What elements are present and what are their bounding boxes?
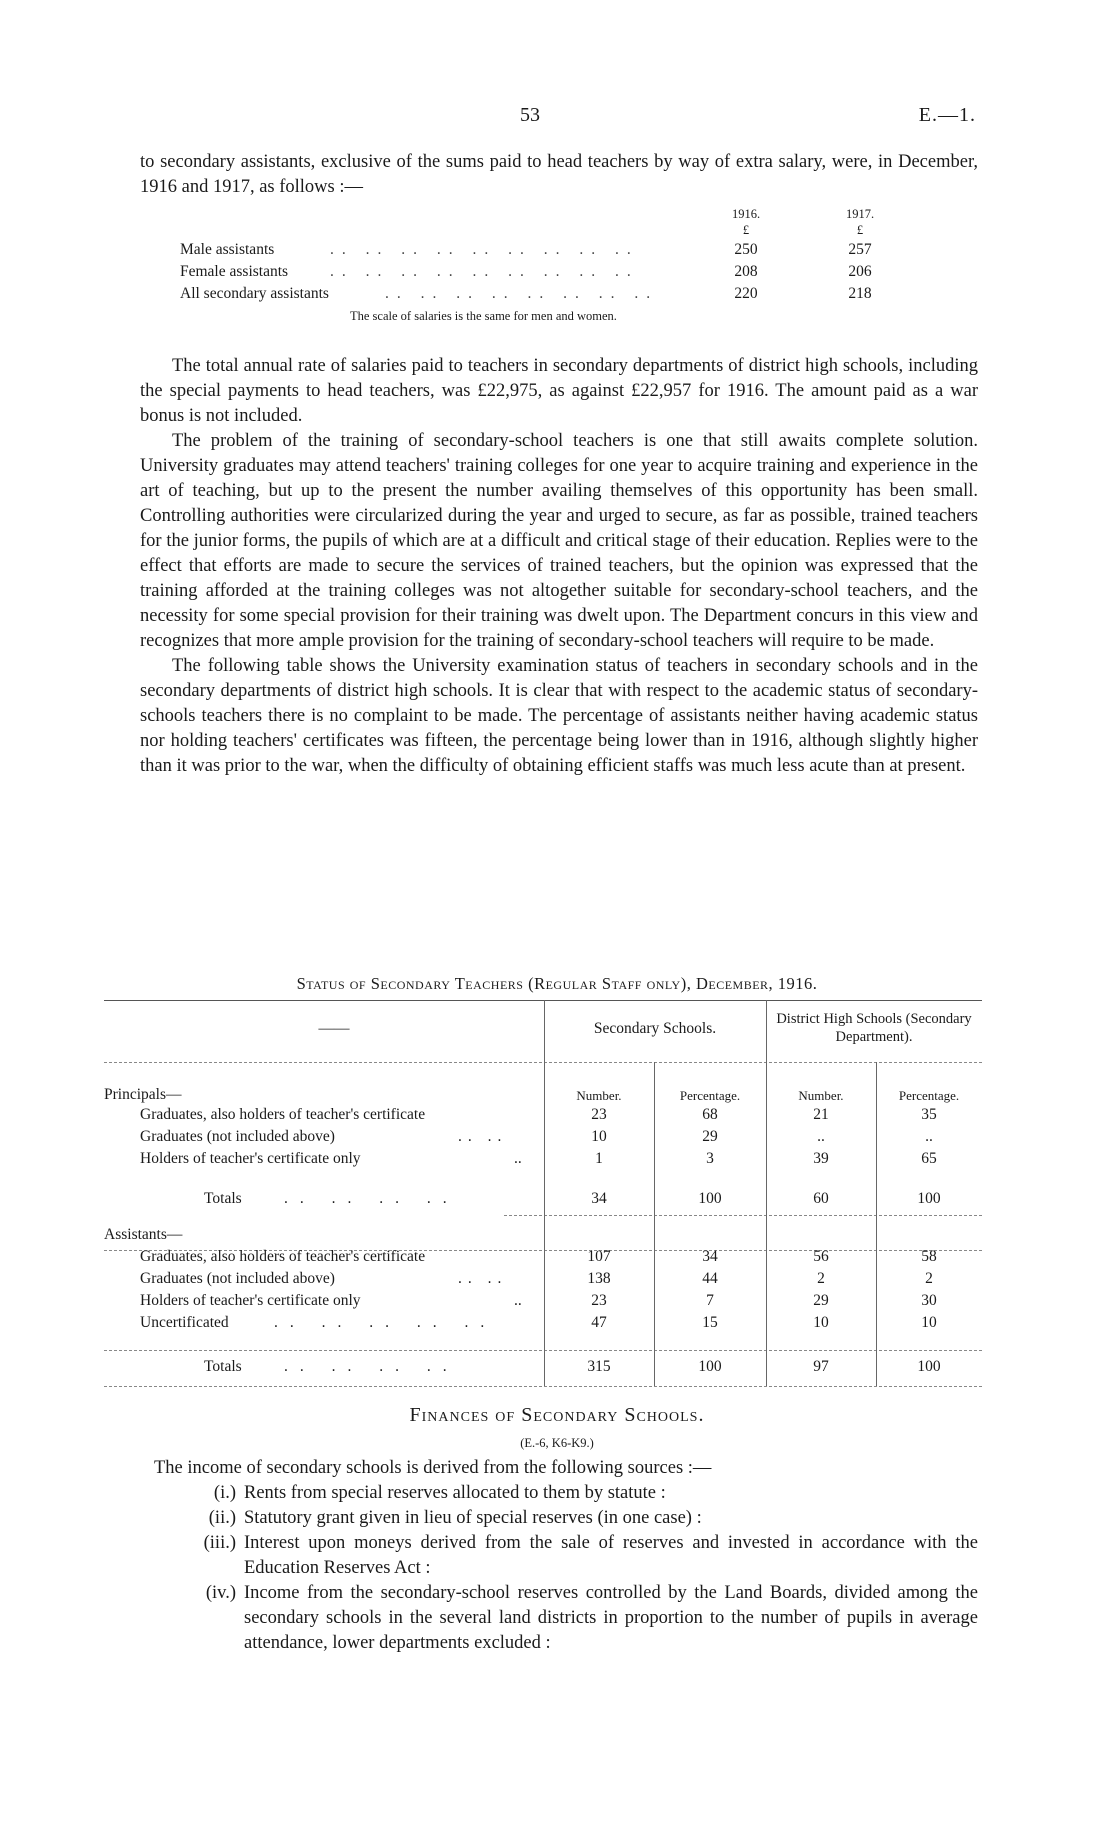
cell-value: 68	[702, 1106, 718, 1123]
sub-header-number: Number.	[798, 1088, 844, 1103]
cell-value: 65	[921, 1150, 937, 1167]
intro-paragraph: to secondary assistants, exclusive of the sums paid to head teachers by way of extra salary, were, in December, 1916 and 1917, as follows :—	[140, 152, 978, 197]
cell-value: 58	[921, 1248, 937, 1265]
list-number: (i.)	[213, 1483, 236, 1503]
cell-value: 10	[921, 1314, 937, 1331]
cell-value: 29	[813, 1292, 829, 1309]
salary-table	[180, 207, 920, 307]
section-heading: Principals—	[104, 1086, 182, 1103]
cell-value: 138	[587, 1270, 611, 1287]
cell-value: ..	[925, 1128, 933, 1145]
row-label: Holders of teacher's certificate only	[140, 1292, 361, 1309]
paragraph-training: The problem of the training of secondary-school teachers is one that still awaits complete solution. University graduates may attend teachers' training colleges for one year to acquire training and experience in the art of teaching, but up to the present the number availing themselves of this opportunity has been small. Controlling authorities were circularized during the year and urged to secure, as far as possible, trained teachers for the junior forms, the pupils of which are at a difficult and critical stage of their education. Replies were to the effect that efforts are made to secure the services of trained teachers, but the opinion was expressed that the training afforded at the training colleges was not altogether suitable for secondary-school teachers, and the necessity for some special provision for their training was dwelt upon. The Department concurs in this view and recognizes that more ample provision for the training of secondary-school teachers will require to be made.	[140, 431, 978, 651]
paragraph-salaries: The total annual rate of salaries paid to teachers in secondary departments of district high schools, including the special payments to head teachers, was £22,975, as against £22,957 for 1916. The amount paid as a war bonus is not included.	[140, 356, 978, 426]
salary-1917: 206	[848, 263, 872, 280]
salary-row-label: Male assistants	[180, 241, 275, 258]
leader-dots: ..	[514, 1292, 522, 1309]
cell-value: 2	[817, 1270, 825, 1287]
salary-row	[180, 241, 920, 263]
row-label: Uncertificated	[140, 1314, 229, 1331]
table-row	[104, 1292, 982, 1314]
salary-unit-header	[180, 223, 920, 241]
year-1916-header: 1916.	[731, 207, 761, 221]
table-row	[104, 1128, 982, 1150]
paragraph-status: The following table shows the University examination status of teachers in secondary schools and in the secondary departments of district high schools. It is clear that with respect to the academic status of secondary-schools teachers there is no complaint to be made. The percentage of assistants neither having academic status nor holding teachers' certificates was fifteen, the percentage being lower than in 1916, although slightly higher than it was prior to the war, when the difficulty of obtaining efficient staffs was much less acute than at present.	[140, 656, 978, 776]
cell-value: 15	[702, 1314, 718, 1331]
cell-value: 34	[702, 1248, 718, 1265]
unit-1917: £	[856, 223, 864, 237]
total-value: 34	[591, 1190, 607, 1207]
table-row	[104, 1150, 982, 1172]
group-header-secondary: Secondary Schools.	[593, 1020, 717, 1037]
list-number: (iv.)	[205, 1583, 236, 1603]
totals-label: Totals	[204, 1358, 242, 1375]
year-1917-header: 1917.	[845, 207, 875, 221]
unit-1916: £	[742, 223, 750, 237]
totals-label: Totals	[204, 1190, 242, 1207]
salary-1916: 250	[734, 241, 758, 258]
row-label: Graduates, also holders of teacher's certificate	[140, 1248, 426, 1265]
table-row	[104, 1106, 982, 1128]
list-text: Rents from special reserves allocated to them by statute :	[244, 1483, 666, 1503]
cell-value: 107	[587, 1248, 611, 1265]
table-rule	[104, 1386, 982, 1387]
finances-lead	[154, 1456, 978, 1481]
cell-value: 7	[706, 1292, 714, 1309]
cell-value: 29	[702, 1128, 718, 1145]
salary-1916: 220	[734, 285, 758, 302]
sub-header-number: Number.	[576, 1088, 622, 1103]
cell-value: 21	[813, 1106, 829, 1123]
table-row	[104, 1248, 982, 1270]
intro-text-block	[140, 150, 978, 200]
salary-1917: 257	[848, 241, 872, 258]
cell-value: 47	[591, 1314, 607, 1331]
totals-row	[104, 1190, 982, 1212]
table-rule	[104, 1350, 982, 1351]
cell-value: 23	[591, 1106, 607, 1123]
total-value: 100	[917, 1358, 941, 1375]
table-rule	[104, 1062, 982, 1063]
table-row	[104, 1270, 982, 1292]
total-value: 100	[698, 1358, 722, 1375]
row-label: Holders of teacher's certificate only	[140, 1150, 361, 1167]
cell-value: ..	[817, 1128, 825, 1145]
cell-value: 10	[591, 1128, 607, 1145]
salary-1916: 208	[734, 263, 758, 280]
sub-header-percentage: Percentage.	[679, 1088, 741, 1103]
table-row	[104, 1314, 982, 1336]
salary-1917: 218	[848, 285, 872, 302]
leader-dots: .. ..	[458, 1270, 508, 1287]
salary-row-label: Female assistants	[180, 263, 289, 280]
cell-value: 3	[706, 1150, 714, 1167]
totals-row	[104, 1358, 982, 1380]
row-label: Graduates, also holders of teacher's certificate	[140, 1106, 426, 1123]
stub-header: ——	[318, 1020, 350, 1037]
status-table-title: Status of Secondary Teachers (Regular Staff only), December, 1916.	[296, 974, 818, 993]
leader-dots: .. .. .. .. .. .. .. .. ..	[330, 263, 639, 280]
cell-value: 1	[595, 1150, 603, 1167]
cell-value: 56	[813, 1248, 829, 1265]
table-rule	[504, 1215, 982, 1216]
body-text	[140, 354, 978, 779]
cell-value: 23	[591, 1292, 607, 1309]
sub-header-percentage: Percentage.	[898, 1088, 960, 1103]
finances-heading: Finances of Secondary Schools.	[409, 1404, 705, 1426]
row-label: Graduates (not included above)	[140, 1128, 335, 1145]
salary-year-header	[180, 207, 920, 223]
cell-value: 30	[921, 1292, 937, 1309]
total-value: 60	[813, 1190, 829, 1207]
leader-dots: .. .. .. ..	[284, 1190, 459, 1207]
total-value: 100	[698, 1190, 722, 1207]
finances-lead-text: The income of secondary schools is derived from the following sources :—	[154, 1458, 712, 1478]
total-value: 100	[917, 1190, 941, 1207]
salary-row	[180, 285, 920, 307]
salary-row	[180, 263, 920, 285]
salary-row-label: All secondary assistants	[180, 285, 329, 302]
cell-value: 35	[921, 1106, 937, 1123]
table-rule	[104, 1000, 982, 1001]
leader-dots: .. ..	[458, 1128, 508, 1145]
total-value: 97	[813, 1358, 829, 1375]
cell-value: 44	[702, 1270, 718, 1287]
list-text: Statutory grant given in lieu of special reserves (in one case) :	[244, 1508, 702, 1528]
leader-dots: .. .. .. .. .. .. .. ..	[385, 285, 659, 302]
cell-value: 2	[925, 1270, 933, 1287]
finances-reference: (E.-6, K6-K9.)	[520, 1436, 594, 1450]
leader-dots: ..	[514, 1150, 522, 1167]
list-text: Income from the secondary-school reserves controlled by the Land Boards, divided among the secondary schools in the several land districts in proportion to the number of pupils in average attendance, lower departments excluded :	[244, 1583, 978, 1653]
page-number: 53	[520, 104, 540, 126]
section-heading: Assistants—	[104, 1226, 183, 1243]
document-reference: E.—1.	[918, 104, 976, 126]
cell-value: 10	[813, 1314, 829, 1331]
row-label: Graduates (not included above)	[140, 1270, 335, 1287]
total-value: 315	[587, 1358, 611, 1375]
cell-value: 39	[813, 1150, 829, 1167]
leader-dots: .. .. .. .. .. .. .. .. ..	[330, 241, 639, 258]
group-header-district: District High Schools (Secondary Department).	[776, 1011, 972, 1045]
leader-dots: .. .. .. ..	[284, 1358, 459, 1375]
list-number: (ii.)	[208, 1508, 236, 1528]
list-text: Interest upon moneys derived from the sale of reserves and invested in accordance with the Education Reserves Act :	[244, 1533, 978, 1578]
leader-dots: .. .. .. .. ..	[274, 1314, 497, 1331]
salary-note: The scale of salaries is the same for men and women.	[350, 309, 617, 323]
list-number: (iii.)	[203, 1533, 236, 1553]
